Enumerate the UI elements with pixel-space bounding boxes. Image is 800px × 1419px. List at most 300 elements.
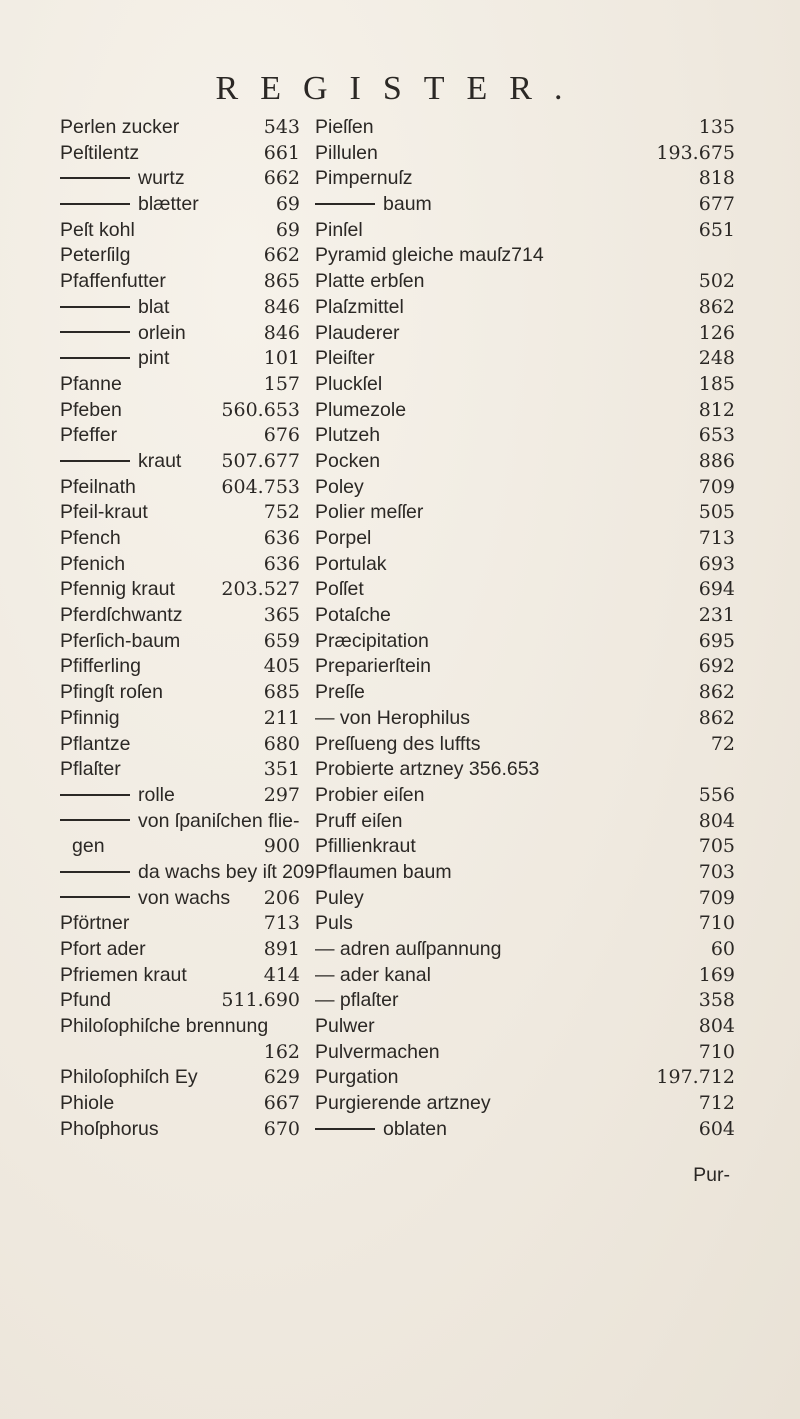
index-entry — [60, 988, 300, 1014]
page-reference: 662 — [263, 167, 300, 190]
page-reference: 69 — [275, 193, 300, 216]
index-term — [60, 372, 122, 398]
page-reference: 358 — [698, 989, 735, 1012]
index-entry — [315, 141, 735, 167]
page-reference: 703 — [698, 860, 735, 883]
index-term — [315, 680, 365, 706]
page-reference: 414 — [263, 963, 300, 986]
index-entry — [315, 423, 735, 449]
index-entry — [60, 1040, 300, 1066]
index-term-text: Pfeilnath — [60, 475, 136, 498]
page-reference: 846 — [263, 321, 300, 344]
index-term — [315, 398, 406, 424]
index-entry — [60, 269, 300, 295]
index-term — [315, 706, 470, 732]
page-reference: 651 — [698, 218, 735, 241]
index-entry — [60, 321, 300, 347]
index-term — [60, 552, 125, 578]
index-term-text: rolle — [138, 783, 175, 806]
index-term-text: wurtz — [138, 167, 185, 190]
page-reference: 193.675 — [656, 141, 735, 164]
index-term-text: Probier eiſen — [315, 783, 425, 806]
ditto-dash — [60, 871, 130, 873]
index-term-text: Pfench — [60, 527, 121, 549]
index-term — [60, 732, 130, 758]
index-term-text: von ſpaniſchen flie- — [138, 809, 300, 832]
index-term — [315, 603, 391, 629]
index-term-text: Plauderer — [315, 321, 400, 344]
index-entry — [315, 1091, 735, 1117]
index-term-text: — pflaſter — [315, 989, 399, 1012]
index-term-text: Purgierende artzney — [315, 1092, 491, 1115]
index-term-text: Pfingſt roſen — [60, 681, 163, 704]
index-term — [315, 1040, 440, 1066]
index-term-text: Pyramid gleiche mauſz714 — [315, 244, 544, 267]
index-entry — [60, 218, 300, 244]
page-reference: 248 — [698, 347, 735, 370]
page-reference: 505 — [698, 501, 735, 524]
index-entry — [60, 757, 300, 783]
index-term-text: Pleiſter — [315, 347, 375, 370]
index-entry — [315, 475, 735, 501]
index-entry — [60, 1091, 300, 1117]
page-reference: 752 — [263, 501, 300, 524]
index-term-text: baum — [383, 193, 432, 216]
page-reference: 670 — [263, 1117, 300, 1140]
index-entry — [60, 500, 300, 526]
index-term — [315, 937, 501, 963]
index-entry — [315, 1040, 735, 1066]
index-entry — [60, 577, 300, 603]
index-term-text: Pruff eiſen — [315, 809, 403, 832]
index-term — [60, 783, 175, 809]
page-reference: 677 — [698, 193, 735, 216]
index-entry — [60, 115, 300, 141]
index-entry — [315, 1065, 735, 1091]
index-term-text: Pfillienkraut — [315, 835, 416, 858]
page-reference: 662 — [263, 244, 300, 267]
index-entry — [60, 706, 300, 732]
index-entry — [315, 706, 735, 732]
index-term — [60, 654, 141, 680]
index-entry — [315, 988, 735, 1014]
ditto-dash — [60, 306, 130, 308]
index-term-text: Purgation — [315, 1066, 399, 1089]
index-entry — [315, 732, 735, 758]
page-reference: 712 — [698, 1092, 735, 1115]
index-entry — [60, 1117, 300, 1143]
index-entry — [315, 115, 735, 141]
index-term — [315, 886, 364, 912]
page-reference: 69 — [275, 218, 300, 241]
page-reference: 695 — [698, 629, 735, 652]
index-term-text: Pflaumen baum — [315, 860, 452, 883]
page-reference: 661 — [263, 141, 300, 164]
page-reference: 556 — [698, 783, 735, 806]
index-entry — [315, 449, 735, 475]
index-term — [60, 860, 315, 886]
index-term — [60, 141, 139, 167]
index-term-text: Philoſophiſche brennung — [60, 1015, 269, 1038]
page-reference: 604 — [698, 1117, 735, 1140]
index-term-text: Preparierſtein — [315, 655, 431, 678]
index-term-text: Præcipitation — [315, 629, 429, 652]
index-entry — [315, 526, 735, 552]
index-term — [60, 911, 129, 937]
index-term — [60, 1091, 114, 1117]
page-reference: 862 — [698, 295, 735, 318]
page-reference: 604.753 — [221, 475, 300, 498]
index-entry — [315, 783, 735, 809]
page-reference: 636 — [263, 552, 300, 575]
index-term-text: Pflantze — [60, 732, 131, 755]
index-term — [60, 295, 169, 321]
running-head: REGISTER. — [215, 70, 585, 107]
page-reference: 211 — [263, 706, 300, 729]
page-reference: 135 — [698, 116, 735, 138]
index-term — [315, 321, 400, 347]
page-reference: 846 — [263, 295, 300, 318]
index-entry — [60, 783, 300, 809]
page-reference: 365 — [263, 604, 300, 627]
index-term — [315, 732, 481, 758]
index-term — [60, 629, 180, 655]
page-reference: 659 — [263, 629, 300, 652]
index-term-text: — adren auſſpannung — [315, 938, 502, 960]
index-term — [315, 115, 374, 141]
index-term-text: Preſſe — [315, 681, 365, 704]
ditto-dash — [60, 357, 130, 359]
index-term — [315, 526, 371, 552]
index-entry — [315, 577, 735, 603]
index-entry — [315, 243, 735, 269]
index-term — [60, 192, 199, 218]
index-term — [315, 166, 413, 192]
index-term-text: Poſſet — [315, 578, 364, 601]
page-reference: 507.677 — [221, 449, 300, 472]
index-column-right — [315, 115, 735, 1143]
index-entry — [60, 603, 300, 629]
index-term — [315, 423, 380, 449]
page-reference: 812 — [698, 398, 735, 421]
index-term-text: Pinſel — [315, 218, 363, 241]
index-term — [315, 654, 431, 680]
ditto-dash — [60, 460, 130, 462]
index-term — [60, 166, 185, 192]
index-term-text: Pfriemen kraut — [60, 963, 187, 986]
index-term-text: Pflaſter — [60, 758, 121, 781]
index-term-text: Puley — [315, 886, 364, 909]
index-entry — [315, 629, 735, 655]
index-term-text: Porpel — [315, 527, 372, 549]
index-term — [60, 449, 181, 475]
index-entry — [315, 757, 735, 783]
index-entry — [60, 423, 300, 449]
index-entry — [315, 680, 735, 706]
index-term-text: Peterſilg — [60, 244, 131, 267]
index-term — [315, 1014, 375, 1040]
index-term — [315, 963, 431, 989]
index-term — [60, 1014, 268, 1040]
page-reference: 351 — [263, 758, 300, 781]
page-reference: 862 — [698, 706, 735, 729]
index-entry — [315, 911, 735, 937]
index-term-text: blat — [138, 295, 170, 318]
index-term-text: Pfund — [60, 989, 111, 1012]
index-term-text: Pfeben — [60, 398, 122, 421]
index-entry — [60, 346, 300, 372]
index-entry — [315, 1014, 735, 1040]
index-term — [315, 809, 402, 835]
index-term — [72, 834, 105, 860]
page-reference: 405 — [263, 655, 300, 678]
index-term — [315, 834, 416, 860]
index-entry — [315, 937, 735, 963]
index-term — [315, 577, 364, 603]
index-term-text: gen — [72, 835, 105, 858]
page-reference: 705 — [698, 835, 735, 858]
index-term — [60, 886, 230, 912]
index-term-text: Phoſphorus — [60, 1117, 159, 1140]
index-entry — [315, 500, 735, 526]
page-reference: 865 — [263, 270, 300, 293]
page-reference: 713 — [263, 912, 300, 935]
index-term — [60, 500, 148, 526]
index-entry — [60, 937, 300, 963]
page-reference: 713 — [698, 527, 735, 549]
page-reference: 636 — [263, 527, 300, 549]
page-reference: 804 — [698, 1015, 735, 1038]
index-term-text: Pfaffenfutter — [60, 270, 166, 293]
index-term-text: Poley — [315, 475, 364, 498]
index-column-left — [60, 115, 315, 1143]
index-term — [315, 500, 423, 526]
page-reference: 185 — [698, 372, 735, 395]
index-term-text: Peſtilentz — [60, 141, 140, 164]
index-term-text: Pfenich — [60, 552, 126, 575]
page-reference: 206 — [263, 886, 300, 909]
page-reference: 72 — [710, 732, 735, 755]
index-term-text: Polier meſſer — [315, 501, 424, 524]
index-term — [60, 243, 130, 269]
index-term-text: Philoſophiſch Ey — [60, 1066, 198, 1089]
index-term-text: kraut — [138, 449, 182, 472]
index-term — [60, 963, 187, 989]
catchword: Pur- — [693, 1164, 730, 1186]
index-entry — [60, 1065, 300, 1091]
index-term-text: Pfeil-kraut — [60, 501, 148, 524]
index-term — [315, 475, 364, 501]
index-entry — [315, 398, 735, 424]
index-entry — [315, 346, 735, 372]
index-term — [315, 449, 380, 475]
index-term — [60, 475, 136, 501]
index-term-text: Pulwer — [315, 1015, 375, 1038]
index-term-text: Potaſche — [315, 604, 391, 627]
index-entry — [60, 809, 300, 835]
index-term-text: Pferſich-baum — [60, 629, 181, 652]
index-term-text: orlein — [138, 321, 186, 344]
index-term — [315, 988, 398, 1014]
index-term — [315, 243, 544, 269]
page-reference: 709 — [698, 475, 735, 498]
page-reference: 693 — [698, 552, 735, 575]
index-term — [60, 809, 300, 835]
index-entry — [315, 603, 735, 629]
index-entry — [60, 834, 300, 860]
index-entry — [60, 295, 300, 321]
index-term-text: Pfanne — [60, 372, 122, 395]
index-entry — [315, 834, 735, 860]
index-term — [60, 1117, 159, 1143]
index-term-text: blætter — [138, 193, 199, 216]
index-term — [60, 269, 166, 295]
index-term — [315, 552, 387, 578]
page-reference: 653 — [698, 424, 735, 447]
page-reference: 818 — [698, 167, 735, 190]
index-term — [315, 218, 363, 244]
index-entry — [315, 860, 735, 886]
index-term — [315, 783, 424, 809]
index-term-text: Pfeffer — [60, 424, 118, 447]
index-entry — [315, 166, 735, 192]
index-entry — [315, 552, 735, 578]
index-entry — [60, 732, 300, 758]
index-term — [60, 526, 121, 552]
index-entry — [315, 295, 735, 321]
index-entry — [315, 654, 735, 680]
index-term — [60, 757, 121, 783]
index-term-text: pint — [138, 347, 170, 370]
index-entry — [60, 860, 315, 886]
index-term — [60, 423, 117, 449]
index-term — [315, 757, 539, 783]
page-reference: 862 — [698, 681, 735, 704]
index-term — [60, 603, 182, 629]
index-term — [315, 1091, 491, 1117]
index-term-text: Pfennig kraut — [60, 578, 175, 601]
index-entry — [60, 475, 300, 501]
index-term — [60, 988, 111, 1014]
index-entry — [315, 1117, 735, 1143]
index-term — [60, 577, 175, 603]
index-entry — [60, 526, 300, 552]
index-term — [60, 680, 163, 706]
page-reference: 891 — [263, 938, 300, 960]
page-reference: 710 — [698, 912, 735, 935]
index-term-text: Peſt kohl — [60, 218, 135, 241]
page-reference: 804 — [698, 809, 735, 832]
index-term — [315, 141, 378, 167]
index-term-text: Pferdſchwantz — [60, 604, 183, 627]
index-term — [60, 937, 146, 963]
index-term — [60, 1065, 198, 1091]
index-term-text: Pimpernuſz — [315, 167, 413, 190]
index-term — [315, 269, 425, 295]
index-term-text: Pförtner — [60, 912, 130, 935]
index-entry — [315, 809, 735, 835]
page-reference: 680 — [263, 732, 300, 755]
page-reference: 126 — [698, 321, 735, 344]
index-entry — [315, 886, 735, 912]
page-reference: 502 — [698, 270, 735, 293]
index-term-text: Pluckſel — [315, 372, 383, 395]
page-reference: 710 — [698, 1040, 735, 1063]
index-term — [60, 346, 169, 372]
index-entry — [60, 372, 300, 398]
index-term — [60, 115, 179, 141]
index-entry — [315, 218, 735, 244]
page-reference: 900 — [263, 835, 300, 858]
page-reference: 162 — [263, 1040, 300, 1063]
index-term — [315, 1117, 447, 1143]
index-entry — [60, 141, 300, 167]
page-reference: 667 — [263, 1092, 300, 1115]
index-term-text: Preſſueng des luffts — [315, 732, 481, 755]
index-term-text: Plutzeh — [315, 424, 381, 447]
ditto-dash — [315, 1128, 375, 1130]
page-reference: 694 — [698, 578, 735, 601]
page-reference: 629 — [263, 1066, 300, 1089]
index-term — [315, 192, 432, 218]
ditto-dash — [60, 203, 130, 205]
page-reference: 157 — [263, 372, 300, 395]
index-term-text: Pieſſen — [315, 116, 374, 138]
index-term-text: Portulak — [315, 552, 387, 575]
index-term-text: Platte erbſen — [315, 270, 425, 293]
index-entry — [315, 963, 735, 989]
index-term — [60, 321, 186, 347]
index-term — [315, 1065, 398, 1091]
index-entry — [60, 911, 300, 937]
index-term-text: da wachs bey iſt 209 — [138, 860, 315, 883]
index-entry — [60, 398, 300, 424]
index-entry — [60, 963, 300, 989]
index-term-text: Phiole — [60, 1092, 115, 1115]
page-reference: 231 — [698, 604, 735, 627]
index-term-text: Perlen zucker — [60, 116, 180, 138]
page-reference: 169 — [698, 963, 735, 986]
index-term — [315, 346, 375, 372]
index-term — [315, 860, 452, 886]
index-term — [315, 911, 353, 937]
index-term-text: Puls — [315, 912, 353, 935]
index-term-text: Pfinnig — [60, 706, 120, 729]
page-reference: 297 — [263, 783, 300, 806]
index-entry — [60, 1014, 300, 1040]
index-term-text: Pulvermachen — [315, 1040, 440, 1063]
index-term — [60, 398, 122, 424]
index-term — [315, 295, 404, 321]
index-term — [60, 706, 120, 732]
page-reference: 203.527 — [221, 578, 300, 601]
index-entry — [60, 449, 300, 475]
index-term-text: — ader kanal — [315, 963, 431, 986]
page-reference: 511.690 — [221, 989, 300, 1012]
index-entry — [60, 166, 300, 192]
page-reference: 101 — [263, 347, 300, 370]
ditto-dash — [60, 896, 130, 898]
page-reference: 685 — [263, 681, 300, 704]
ditto-dash — [60, 794, 130, 796]
page-reference: 60 — [710, 938, 735, 960]
ditto-dash — [60, 819, 130, 821]
index-term-text: Pfifferling — [60, 655, 141, 678]
index-entry — [60, 680, 300, 706]
page-reference: 543 — [263, 116, 300, 138]
index-term-text: oblaten — [383, 1117, 447, 1140]
page-reference: 560.653 — [221, 398, 300, 421]
